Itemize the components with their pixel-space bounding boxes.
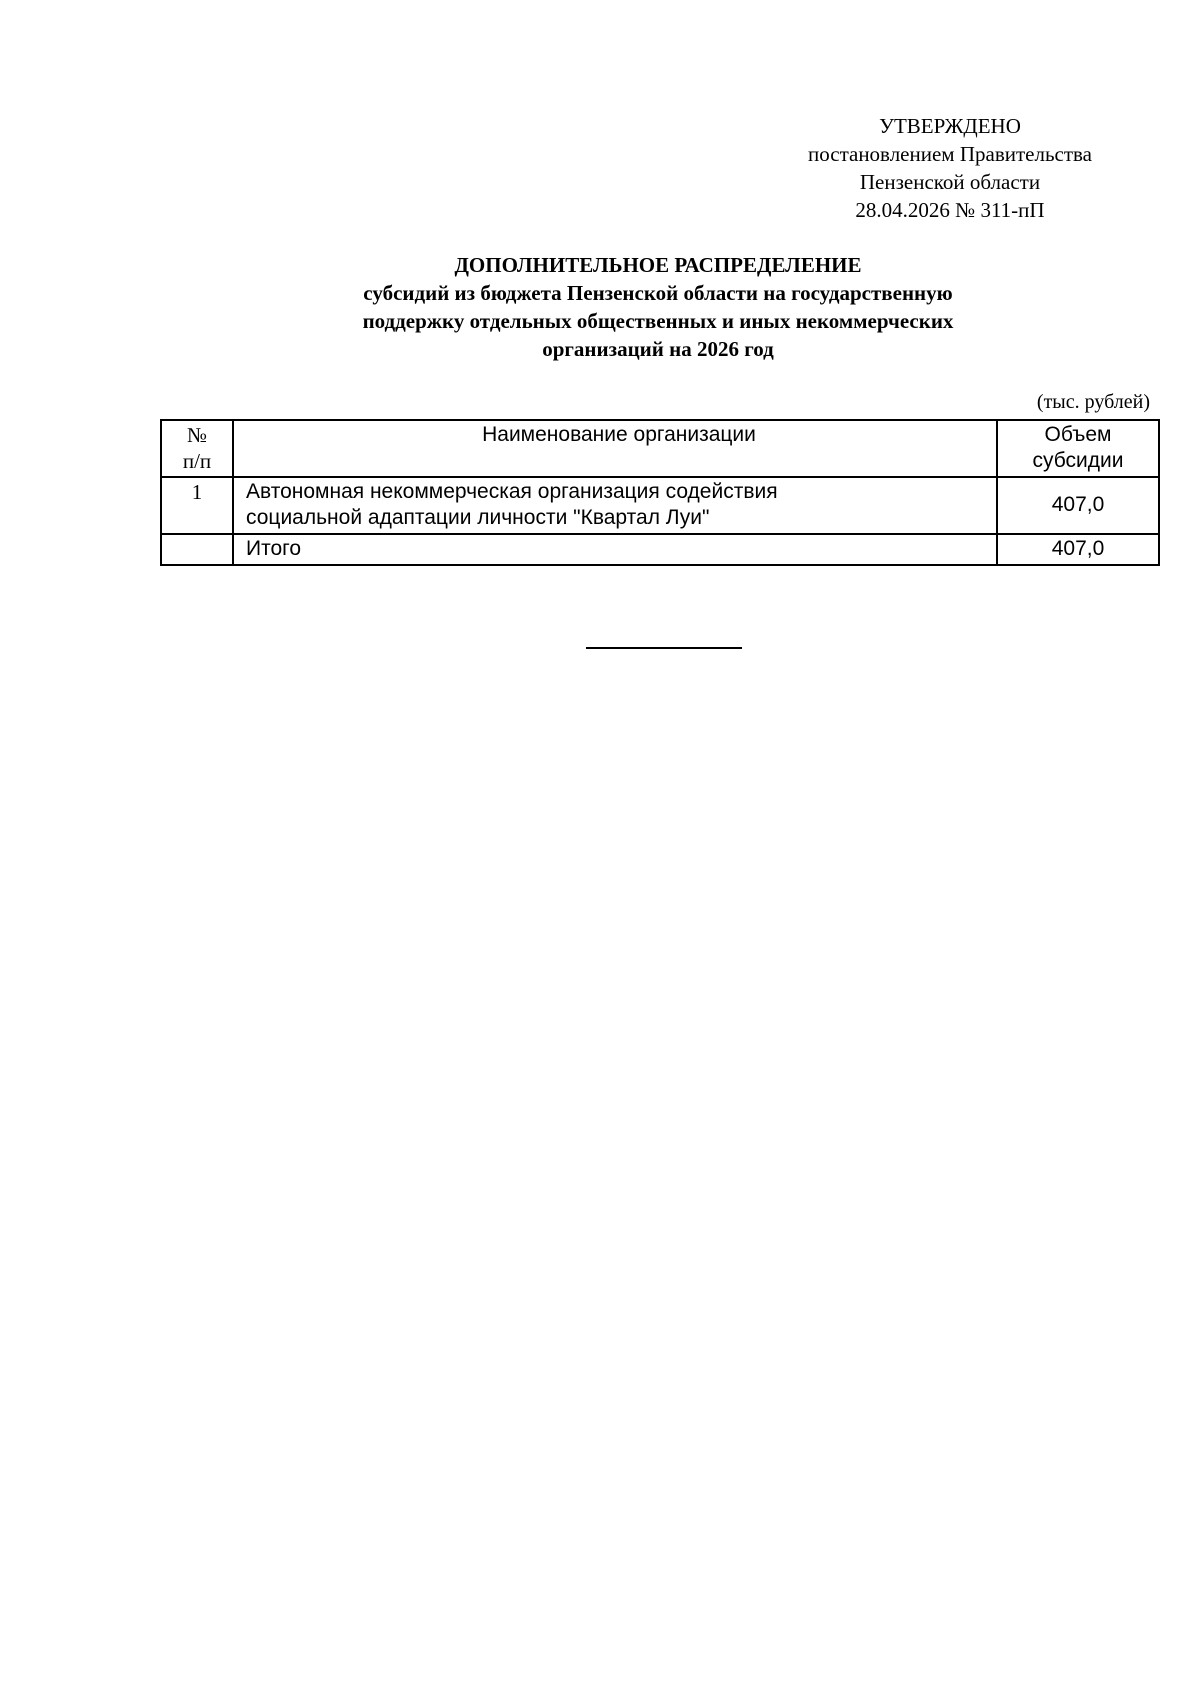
row-organization-name-line-1: Автономная некоммерческая организация содействия	[246, 480, 778, 503]
end-divider	[586, 647, 742, 649]
title-line-3: поддержку отдельных общественных и иных некоммерческих	[362, 309, 954, 333]
row-organization-name-line-2: социальной адаптации личности "Квартал Луи"	[246, 506, 710, 529]
approval-issuer: постановлением Правительства	[807, 142, 1092, 166]
document-title	[150, 251, 1166, 363]
title-line-4: организаций на 2026 год	[542, 337, 774, 361]
total-number-cell	[161, 534, 233, 565]
title-line-2: субсидий из бюджета Пензенской области на государственную	[363, 281, 953, 305]
row-number: 1	[161, 477, 233, 534]
header-number	[161, 420, 233, 477]
row-subsidy-amount: 407,0	[997, 477, 1159, 534]
table-header-row	[161, 420, 1159, 477]
header-amount-line-1: Объем	[1044, 423, 1112, 446]
header-number-line-1: №	[186, 423, 208, 447]
total-amount: 407,0	[997, 534, 1159, 565]
table-row	[161, 477, 1159, 534]
row-organization-name	[233, 477, 997, 534]
header-amount-line-2: субсидии	[1032, 449, 1124, 472]
header-organization-name: Наименование организации	[233, 420, 997, 477]
header-number-line-2: п/п	[182, 449, 212, 473]
table-total-row	[161, 534, 1159, 565]
subsidy-table	[160, 419, 1160, 566]
approval-heading: УТВЕРЖДЕНО	[879, 114, 1021, 138]
approval-date-number: 28.04.2026 № 311-пП	[855, 198, 1045, 222]
title-line-1: ДОПОЛНИТЕЛЬНОЕ РАСПРЕДЕЛЕНИЕ	[454, 253, 862, 277]
header-subsidy-amount	[997, 420, 1159, 477]
units-note: (тыс. рублей)	[1036, 391, 1150, 413]
total-label: Итого	[233, 534, 997, 565]
approval-block	[760, 112, 1140, 224]
approval-region: Пензенской области	[859, 170, 1041, 194]
